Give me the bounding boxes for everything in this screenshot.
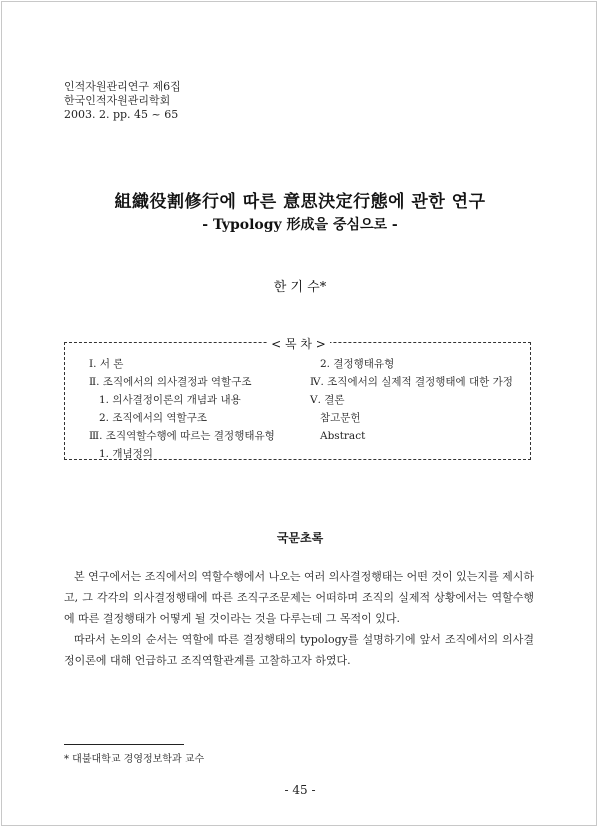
- abstract-paragraph: 따라서 논의의 순서는 역할에 따른 결정행태의 typology를 설명하기에 앞서 조직에서의 의사결정이론에 대해 언급하고 조직역할관계를 고찰하고자 하였다.: [64, 633, 534, 667]
- toc-item: 2. 조직에서의 역할구조: [99, 412, 207, 424]
- issue-pages: 2003. 2. pp. 45 ~ 65: [64, 108, 179, 121]
- toc-item: 1. 의사결정이론의 개념과 내용: [99, 394, 241, 406]
- paper-subtitle: - Typology 形成을 중심으로 -: [202, 217, 398, 233]
- table-of-contents: [64, 337, 531, 460]
- society-name: 한국인적자원관리학회: [64, 94, 171, 107]
- author-affiliation-footnote: * 대불대학교 경영정보학과 교수: [64, 754, 205, 765]
- toc-heading: < 목 차 >: [65, 335, 532, 352]
- toc-right-column: [310, 355, 513, 445]
- journal-info: [64, 80, 181, 122]
- toc-item: 참고문헌: [320, 412, 361, 424]
- toc-item: Ⅲ. 조직역할수행에 따르는 결정행태유형: [89, 430, 275, 442]
- toc-left-column: [89, 355, 275, 463]
- page-number: - 45 -: [284, 783, 316, 797]
- abstract-body: [64, 566, 534, 671]
- toc-item: 2. 결정행태유형: [320, 358, 395, 370]
- abstract-heading: 국문초록: [276, 531, 324, 545]
- toc-item: Abstract: [320, 430, 366, 442]
- author-name: 한 기 수*: [273, 280, 327, 295]
- journal-name: 인적자원관리연구 제6집: [64, 80, 181, 93]
- toc-item: 1. 개념정의: [99, 448, 153, 460]
- abstract-paragraph: 본 연구에서는 조직에서의 역할수행에서 나오는 여러 의사결정행태는 어떤 것이 있는지를 제시하고, 그 각각의 의사결정행태에 따른 조직구조문제는 어떠하며 조직의 실제적 상황에서는 역할수행에 따른 결정행태가 어떻게 될 것이라는 것을 다루는데 그 목적이 있다.: [64, 570, 535, 625]
- toc-item: Ⅴ. 결론: [310, 394, 345, 406]
- toc-item: Ⅱ. 조직에서의 의사결정과 역할구조: [89, 376, 252, 388]
- toc-item: Ⅳ. 조직에서의 실제적 결정행태에 대한 가정: [310, 376, 513, 388]
- paper-title: 組織役割修行에 따른 意思決定行態에 관한 연구: [114, 192, 486, 212]
- footnote-divider: [64, 744, 184, 745]
- toc-item: Ⅰ. 서 론: [89, 358, 124, 370]
